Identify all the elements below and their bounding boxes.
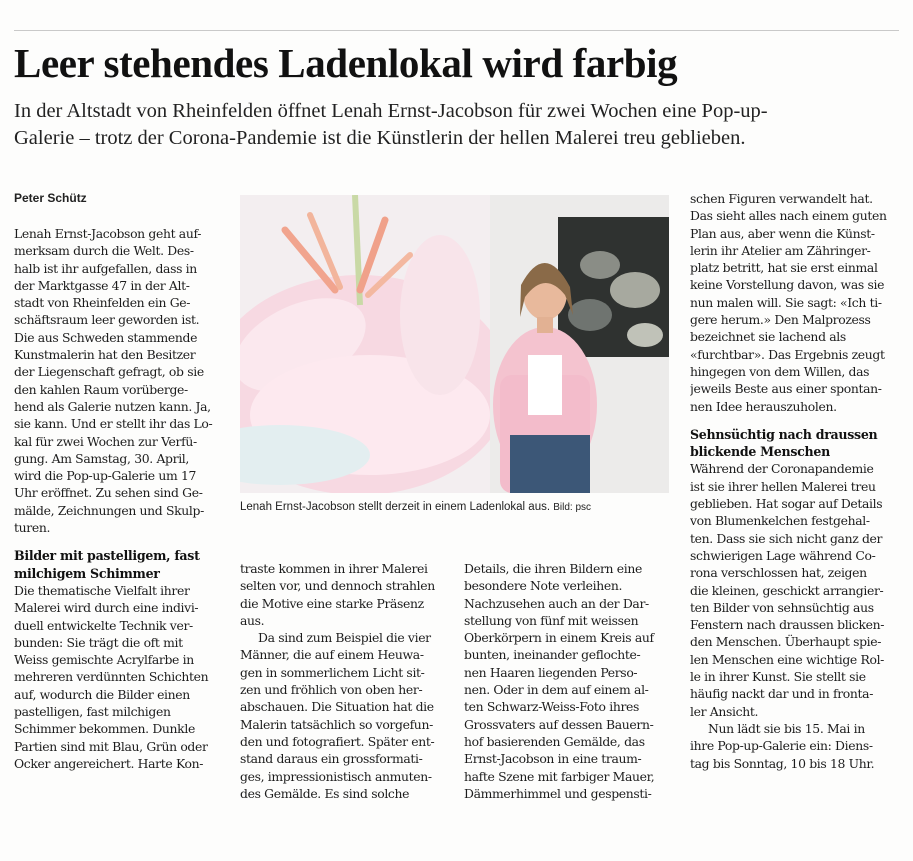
text-line: hafte Szene mit farbiger Mauer, [464, 768, 655, 784]
text-line: Oberkörpern in einem Kreis auf [464, 630, 654, 646]
text-line: auf, wodurch die Bilder einen [14, 686, 190, 702]
text-line: sie kann. Und er stellt ihr das Lo- [14, 416, 213, 432]
author-byline: Peter Schütz [14, 191, 87, 205]
text-line: selten vor, und dennoch strahlen [240, 578, 435, 594]
text-line: lerin ihr Atelier am Zähringer- [690, 242, 871, 258]
text-line: ihre Pop-up-Galerie ein: Diens- [690, 738, 873, 754]
text-line: jeweils Beste aus einer spontan- [690, 381, 882, 397]
text-line: keine Vorstellung davon, was sie [690, 277, 885, 293]
text-line: duell entwickelte Technik ver- [14, 617, 193, 633]
text-line: mälde, Zeichnungen und Skulp- [14, 502, 204, 518]
text-line: gere herum.» Den Malprozess [690, 312, 871, 328]
lead-line: In der Altstadt von Rheinfelden öffnet Lenah Ernst-Jacobson für zwei Wochen eine Pop-up- [14, 100, 768, 122]
text-line: den Menschen. Überhaupt spie- [690, 634, 882, 650]
text-line: platz betritt, hat sie erst einmal [690, 260, 878, 276]
text-line: wird die Pop-up-Galerie um 17 [14, 468, 197, 484]
text-line: nen Haaren liegenden Perso- [464, 664, 638, 680]
text-line: Malerin tatsächlich so vorgefun- [240, 716, 433, 732]
text-line: die kleinen, geschickt arrangier- [690, 582, 884, 598]
text-line: le in ihrer Kunst. Sie stellt sie [690, 669, 866, 685]
text-line: Kunstmalerin hat den Besitzer [14, 347, 196, 363]
text-line: Schimmer bekommen. Dunkle [14, 721, 195, 737]
article-column-3 [464, 560, 676, 802]
paragraph-gap [690, 415, 902, 426]
text-line: Details, die ihren Bildern eine [464, 561, 642, 576]
caption-text: Lenah Ernst-Jacobson stellt derzeit in einem Ladenlokal aus. [240, 501, 551, 513]
text-line: Malerei wird durch eine indivi- [14, 600, 199, 616]
text-line: schen Figuren verwandelt hat. [690, 191, 873, 206]
subheading-line: milchigem Schimmer [14, 565, 160, 581]
text-line: Die thematische Vielfalt ihrer [14, 582, 190, 598]
paragraph-gap [14, 536, 226, 547]
text-line: Die aus Schweden stammende [14, 329, 198, 345]
text-line: Nun lädt sie bis 15. Mai in [708, 720, 865, 736]
text-line: «furchtbar». Das Ergebnis zeugt [690, 346, 885, 362]
photo-credit: Bild: psc [553, 502, 592, 513]
text-line: den und fotografiert. Später ent- [240, 733, 435, 749]
subheading-line: Sehnsüchtig nach draussen [690, 426, 878, 442]
text-line: des Gemälde. Es sind solche [240, 785, 410, 801]
text-line: ten Bilder von sehnsüchtig aus [690, 599, 874, 615]
text-line: bunden: Sie trägt die oft mit [14, 634, 183, 650]
text-line: ten. Dass sie sich nicht ganz der [690, 530, 883, 546]
text-line: die Motive eine starke Präsenz [240, 595, 424, 611]
text-line: Nachzusehen auch an der Dar- [464, 595, 649, 611]
text-line: stellung von fünf mit weissen [464, 612, 639, 628]
text-line: bezeichnet sie lachend als [690, 329, 846, 345]
text-line: mehreren verdünnten Schichten [14, 669, 209, 685]
article-column-2 [240, 560, 452, 802]
text-line: den kahlen Raum vorüberge- [14, 381, 188, 397]
photo-caption [240, 499, 675, 516]
text-line: Uhr eröffnet. Zu sehen sind Ge- [14, 485, 203, 501]
text-line: schäftsraum leer geworden ist. [14, 312, 200, 328]
text-line: hof basierenden Gemälde, das [464, 733, 645, 749]
text-line: Ernst-Jacobson in eine traum- [464, 751, 642, 767]
text-line: häufig nackt dar und in fronta- [690, 686, 874, 702]
text-line: der Liegenschaft gefragt, ob sie [14, 364, 204, 380]
text-line: hend als Galerie nutzen kann. Ja, [14, 398, 211, 414]
text-line: Das sieht alles nach einem guten [690, 208, 887, 224]
text-line: ges, impressionistisch anmuten- [240, 768, 432, 784]
text-line: Fenstern nach draussen blicken- [690, 617, 885, 633]
text-line: gen in sommerlichem Licht sit- [240, 664, 425, 680]
subheading-line: blickende Menschen [690, 444, 830, 460]
text-line: len Menschen eine wichtige Rol- [690, 651, 885, 667]
text-line: hingegen von dem Willen, das [690, 363, 870, 379]
photo-artist-in-gallery [240, 195, 669, 493]
text-line: geblieben. Hat sogar auf Details [690, 496, 883, 512]
text-line: schwierigen Lage während Co- [690, 547, 876, 563]
text-line: stand daraus ein grossformati- [240, 751, 423, 767]
text-line: von Blumenkelchen festgehal- [690, 513, 870, 529]
text-line: Weiss gemischte Acrylfarbe in [14, 652, 194, 668]
text-line: Während der Coronapandemie [690, 461, 874, 477]
text-line: Männer, die auf einem Heuwa- [240, 647, 424, 663]
text-line: Partien sind mit Blau, Grün oder [14, 738, 208, 754]
text-line: Lenah Ernst-Jacobson geht auf- [14, 226, 202, 241]
lead-line: Galerie – trotz der Corona-Pandemie ist die Künstlerin der hellen Malerei treu geblieben. [14, 127, 746, 149]
lead-paragraph [14, 98, 899, 152]
article-photo [240, 195, 669, 493]
headline: Leer stehendes Ladenlokal wird farbig [14, 40, 678, 86]
text-line: der Marktgasse 47 in der Alt- [14, 277, 190, 293]
text-line: nun malen will. Sie sagt: «Ich ti- [690, 294, 882, 310]
text-line: nen Idee herauszuholen. [690, 398, 837, 414]
text-line: Dämmerhimmel und gespensti- [464, 785, 652, 801]
text-line: pastelligen, fast milchigen [14, 704, 171, 720]
text-line: ten Schwarz-Weiss-Foto ihres [464, 699, 640, 715]
text-line: Da sind zum Beispiel die vier [258, 630, 431, 646]
text-line: gung. Am Samstag, 30. April, [14, 450, 190, 466]
text-line: halb ist ihr aufgefallen, dass in [14, 260, 197, 276]
text-line: stadt von Rheinfelden ein Ge- [14, 295, 191, 311]
text-line: Grossvaters auf dessen Bauern- [464, 716, 654, 732]
text-line: traste kommen in ihrer Malerei [240, 561, 428, 576]
text-line: turen. [14, 520, 51, 536]
subheading-line: Bilder mit pastelligem, fast [14, 548, 200, 564]
text-line: ler Ansicht. [690, 703, 759, 719]
text-line: kal für zwei Wochen zur Verfü- [14, 433, 197, 449]
text-line: bunten, ineinander geflochte- [464, 647, 641, 663]
text-line: nen. Oder in dem auf einem al- [464, 682, 649, 698]
text-line: zen und fröhlich von oben her- [240, 682, 423, 698]
text-line: aus. [240, 612, 265, 628]
text-line: Ocker angereichert. Harte Kon- [14, 755, 204, 771]
text-line: besondere Note verleihen. [464, 578, 623, 594]
text-line: Plan aus, aber wenn die Künst- [690, 225, 875, 241]
text-line: ist sie ihrer hellen Malerei treu [690, 478, 876, 494]
text-line: abschauen. Die Situation hat die [240, 699, 434, 715]
article-column-1 [14, 225, 226, 772]
text-line: merksam durch die Welt. Des- [14, 243, 194, 259]
top-rule [14, 30, 899, 31]
article-column-4 [690, 190, 902, 772]
text-line: tag bis Sonntag, 10 bis 18 Uhr. [690, 755, 875, 771]
text-line: rona verschlossen hat, zeigen [690, 565, 867, 581]
